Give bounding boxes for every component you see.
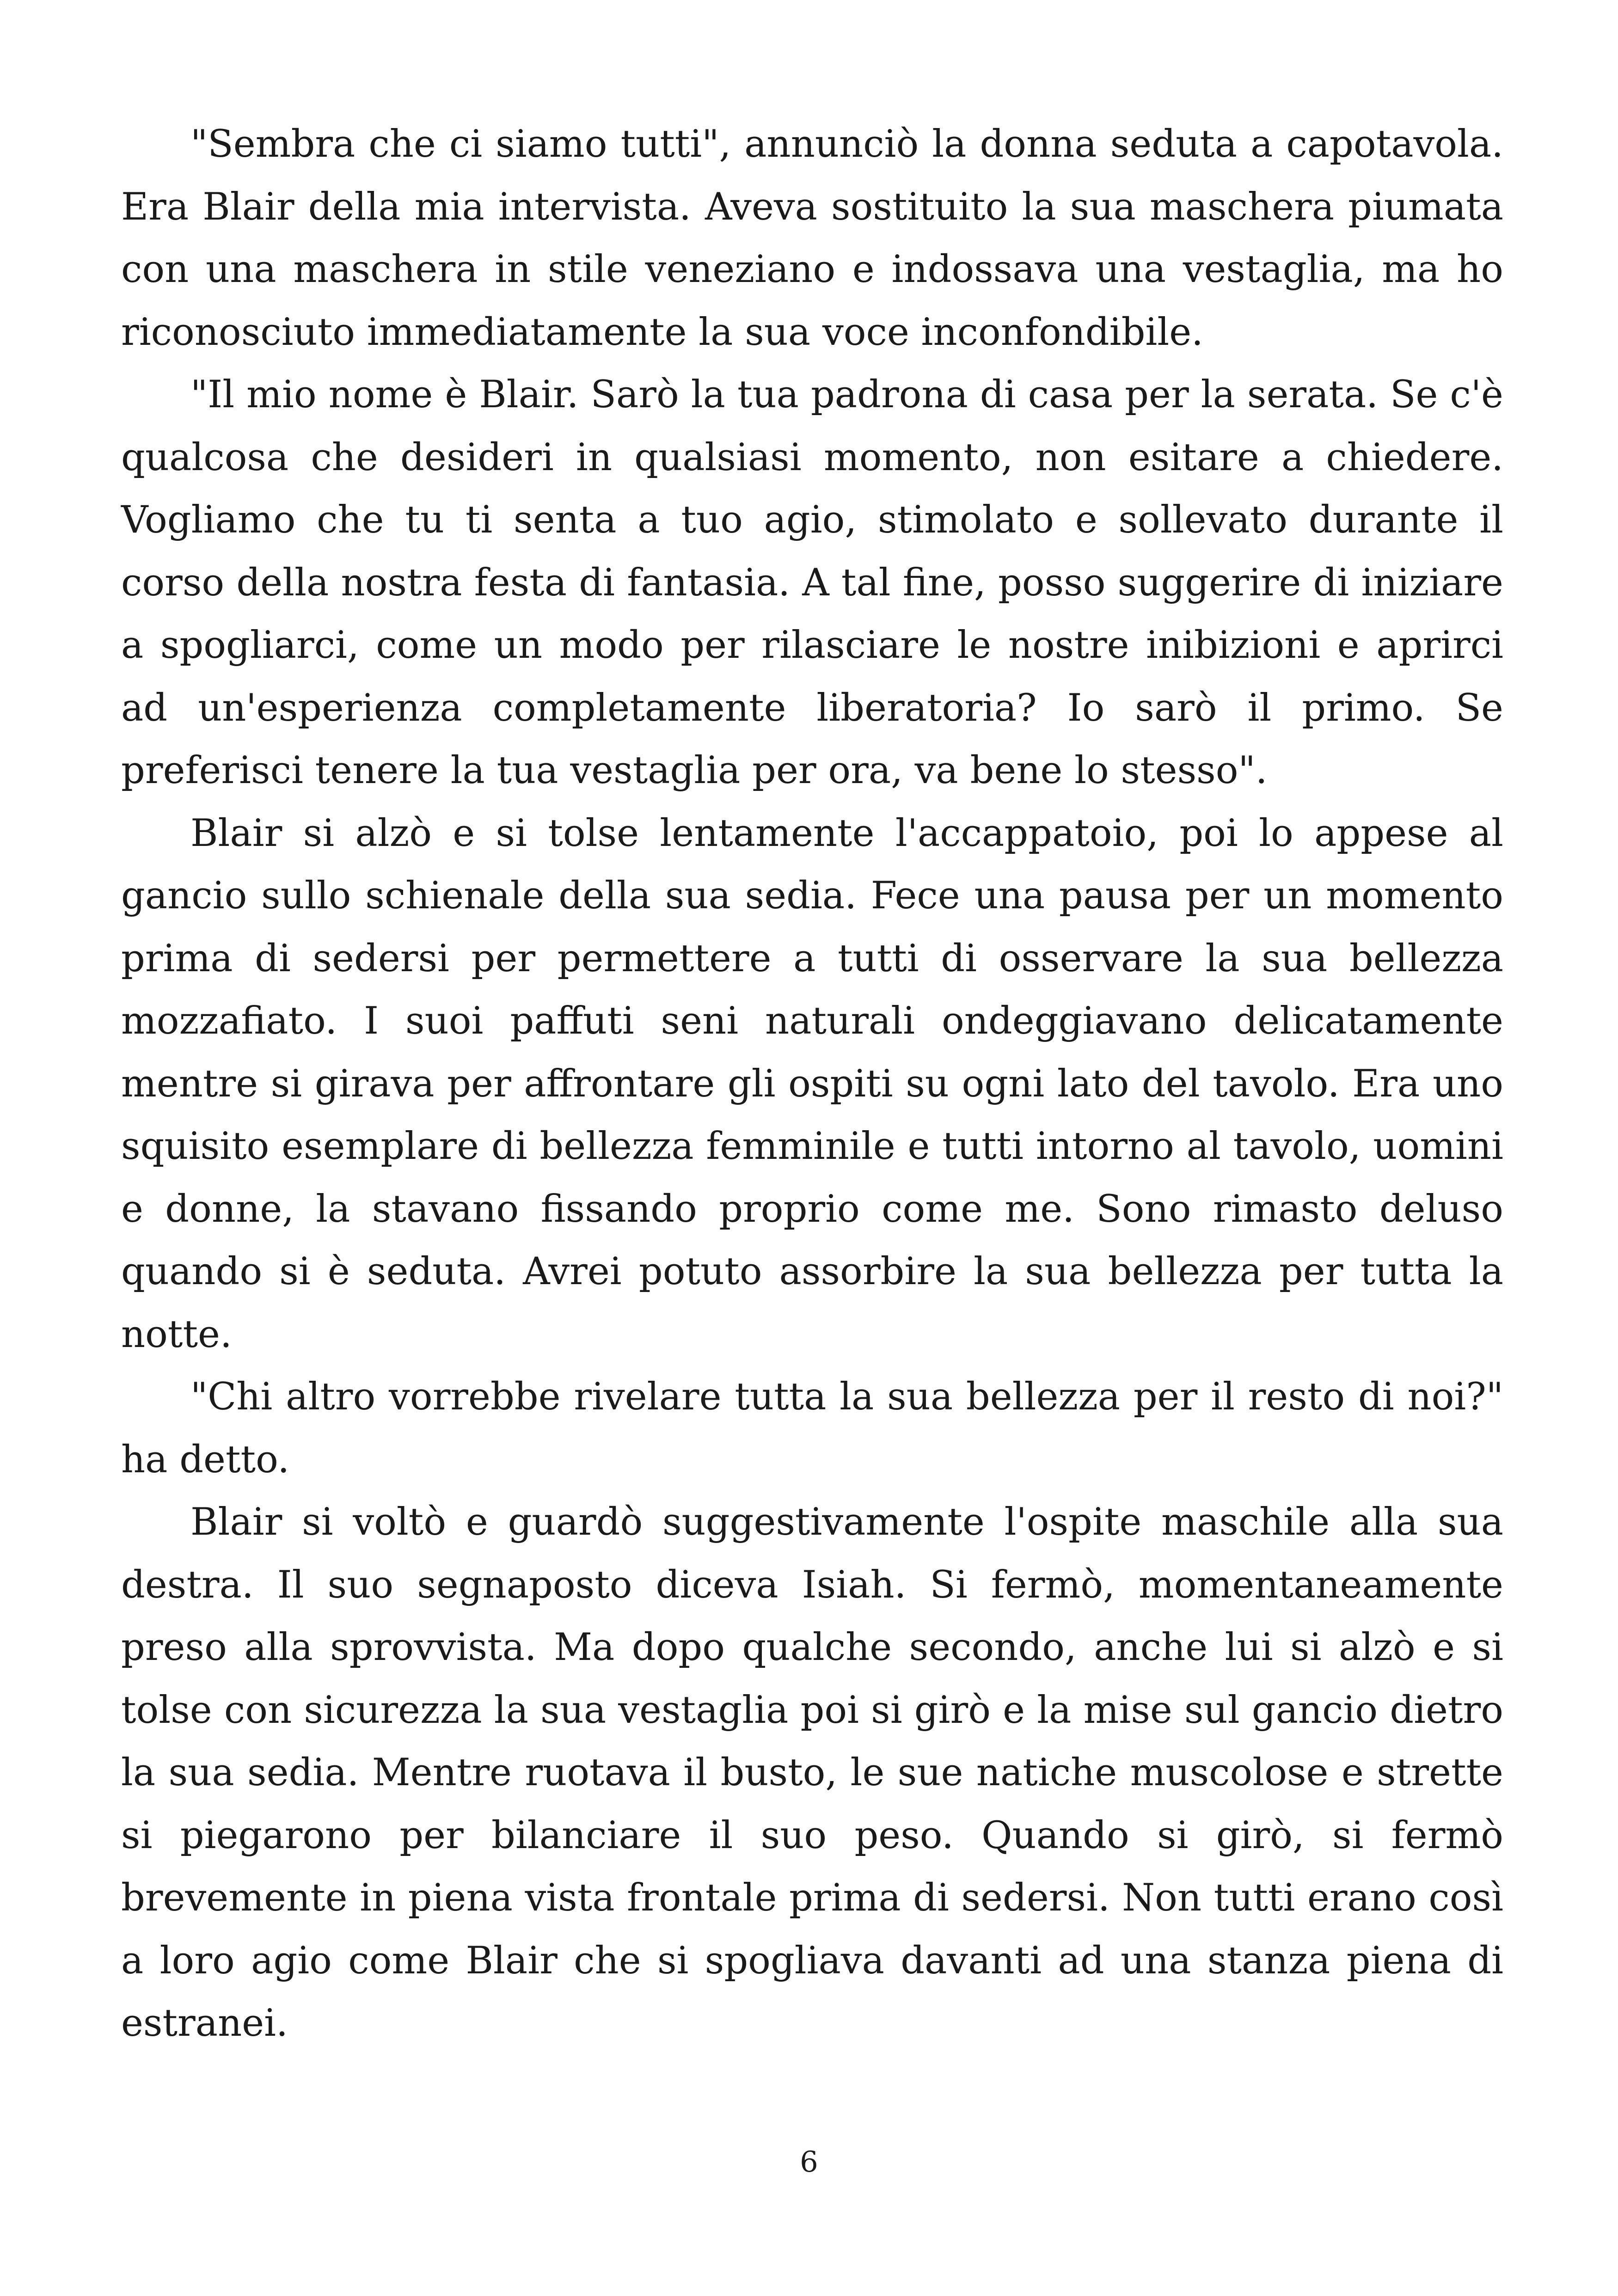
- paragraph-1: "Sembra che ci siamo tutti", annunciò la donna seduta a capotavola. Era Blair della mia intervista. Aveva sostituito la sua maschera piumata con una maschera in stile veneziano e indossava una vestaglia, ma ho riconosciuto immediatamente la sua voce inconfondibile.: [121, 122, 1503, 354]
- paragraph-4: "Chi altro vorrebbe rivelare tutta la sua bellezza per il resto di noi?" ha detto.: [121, 1375, 1503, 1482]
- body-text: [121, 113, 1503, 2055]
- paragraph-5: Blair si voltò e guardò suggestivamente l'ospite maschile alla sua destra. Il suo segnaposto diceva Isiah. Si fermò, momentaneamente preso alla sprovvista. Ma dopo qualche secondo, anche lui si alzò e si tolse con sicurezza la sua vestaglia poi si girò e la mise sul gancio dietro la sua sedia. Mentre ruotava il busto, le sue natiche muscolose e strette si piegarono per bilanciare il suo peso. Quando si girò, si fermò brevemente in piena vista frontale prima di sedersi. Non tutti erano così a loro agio come Blair che si spogliava davanti ad una stanza piena di estranei.: [121, 1500, 1503, 2045]
- paragraph-3: Blair si alzò e si tolse lentamente l'accappatoio, poi lo appese al gancio sullo schienale della sua sedia. Fece una pausa per un momento prima di sedersi per permettere a tutti di osservare la sua bellezza mozzafiato. I suoi paffuti seni naturali ondeggiavano delicatamente mentre si girava per affrontare gli ospiti su ogni lato del tavolo. Era uno squisito esemplare di bellezza femminile e tutti intorno al tavolo, uomini e donne, la stavano fissando proprio come me. Sono rimasto deluso quando si è seduta. Avrei potuto assorbire la sua bellezza per tutta la notte.: [121, 811, 1503, 1356]
- page-number: 6: [800, 2145, 818, 2179]
- paragraph-2: "Il mio nome è Blair. Sarò la tua padrona di casa per la serata. Se c'è qualcosa che desideri in qualsiasi momento, non esitare a chiedere. Vogliamo che tu ti senta a tuo agio, stimolato e sollevato durante il corso della nostra festa di fantasia. A tal fine, posso suggerire di iniziare a spogliarci, come un modo per rilasciare le nostre inibizioni e aprirci ad un'esperienza completamente liberatoria? Io sarò il primo. Se preferisci tenere la tua vestaglia per ora, va bene lo stesso".: [121, 373, 1503, 792]
